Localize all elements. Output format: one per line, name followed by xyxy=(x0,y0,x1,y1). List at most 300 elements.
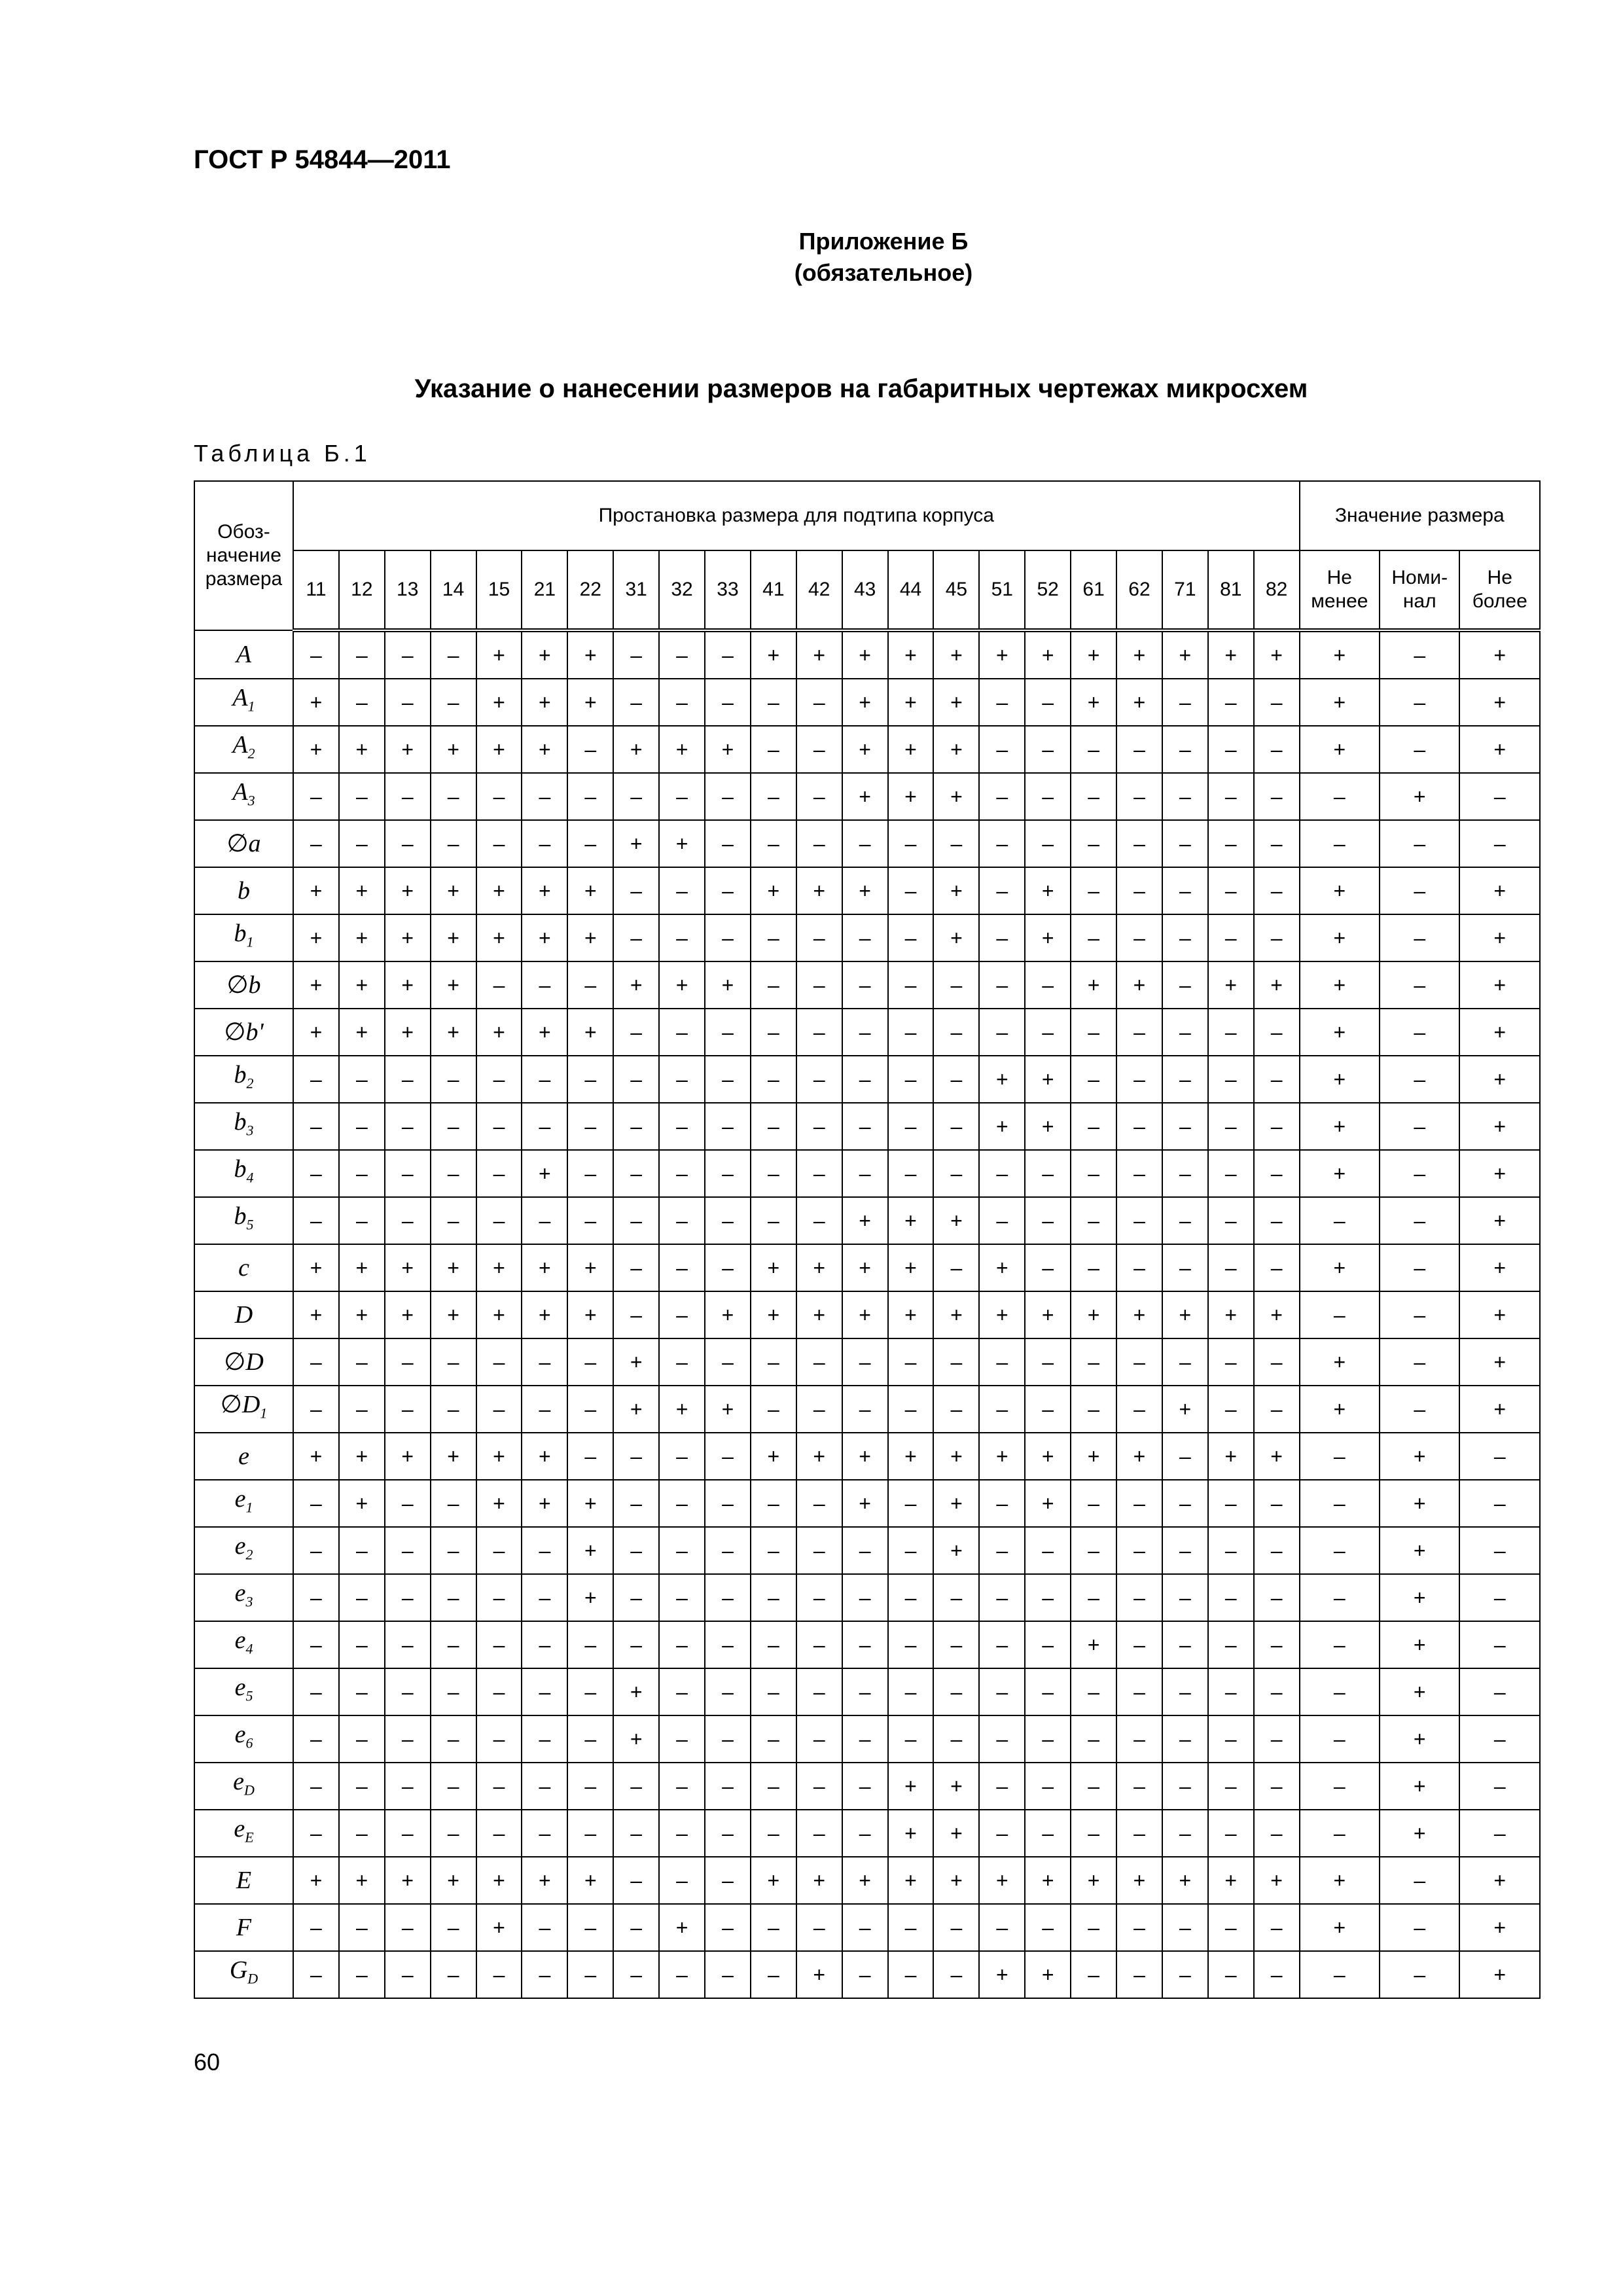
subtype-mark-cell: – xyxy=(796,1763,842,1810)
subtype-mark-cell: – xyxy=(1162,867,1208,914)
subtype-mark-cell: – xyxy=(293,1386,339,1433)
subtype-mark-cell: – xyxy=(979,1810,1025,1857)
subtype-mark-cell: – xyxy=(385,1386,431,1433)
subtype-mark-cell: + xyxy=(1162,630,1208,679)
subtype-mark-cell: – xyxy=(339,679,385,726)
value-mark-cell: + xyxy=(1300,1244,1380,1291)
subtype-mark-cell: – xyxy=(293,820,339,867)
subtype-mark-cell: – xyxy=(888,1103,934,1150)
subtype-mark-cell: + xyxy=(888,1763,934,1810)
subtype-mark-cell: – xyxy=(751,1150,796,1197)
subtype-mark-cell: + xyxy=(842,726,888,773)
value-mark-cell: + xyxy=(1459,1197,1540,1244)
subtype-mark-cell: – xyxy=(796,1621,842,1668)
value-mark-cell: – xyxy=(1380,1244,1459,1291)
subtype-mark-cell: – xyxy=(522,961,567,1009)
subtype-mark-cell: – xyxy=(659,867,705,914)
subtype-mark-cell: – xyxy=(888,1951,934,1998)
subtype-mark-cell: + xyxy=(339,1291,385,1338)
value-mark-cell: + xyxy=(1300,1338,1380,1386)
subtype-mark-cell: – xyxy=(1208,1056,1254,1103)
designation-symbol: e xyxy=(234,1721,246,1749)
subtype-mark-cell: + xyxy=(522,726,567,773)
subtype-mark-cell: + xyxy=(522,867,567,914)
subtype-mark-cell: – xyxy=(1116,1715,1162,1763)
table-row xyxy=(194,1763,1540,1810)
subtype-mark-cell: – xyxy=(613,1527,659,1574)
subtype-mark-cell: – xyxy=(979,820,1025,867)
subtype-mark-cell: – xyxy=(567,1103,613,1150)
subtype-mark-cell: – xyxy=(1116,1527,1162,1574)
value-mark-cell: – xyxy=(1380,630,1459,679)
subtype-mark-cell: – xyxy=(1208,1150,1254,1197)
subtype-mark-cell: + xyxy=(751,1433,796,1480)
subtype-mark-cell: – xyxy=(385,1668,431,1715)
subtype-mark-cell: – xyxy=(751,820,796,867)
subtype-mark-cell: – xyxy=(751,1904,796,1951)
subtype-mark-cell: – xyxy=(1208,679,1254,726)
subtype-mark-cell: + xyxy=(476,914,522,961)
dimension-designation xyxy=(194,867,293,914)
subtype-mark-cell: – xyxy=(293,1715,339,1763)
value-mark-cell: + xyxy=(1459,1103,1540,1150)
value-mark-cell: + xyxy=(1459,679,1540,726)
subtype-mark-cell: – xyxy=(888,1574,934,1621)
subtype-mark-cell: – xyxy=(385,773,431,820)
subtype-mark-cell: – xyxy=(567,1433,613,1480)
value-mark-cell: + xyxy=(1459,1904,1540,1951)
subtype-mark-cell: – xyxy=(751,1103,796,1150)
designation-symbol: A xyxy=(232,731,248,759)
subtype-mark-cell: – xyxy=(1254,773,1300,820)
subtype-mark-cell: – xyxy=(1254,726,1300,773)
value-mark-cell: – xyxy=(1300,773,1380,820)
subtype-mark-cell: – xyxy=(1162,1951,1208,1998)
value-mark-cell: + xyxy=(1300,914,1380,961)
appendix-heading xyxy=(720,226,1047,289)
subtype-mark-cell: – xyxy=(796,1150,842,1197)
subtype-mark-cell: + xyxy=(705,961,751,1009)
subtype-mark-cell: – xyxy=(613,1951,659,1998)
value-mark-cell: – xyxy=(1459,1763,1540,1810)
subtype-mark-cell: + xyxy=(293,1433,339,1480)
value-mark-cell: + xyxy=(1380,1433,1459,1480)
subtype-mark-cell: – xyxy=(933,961,979,1009)
subtype-mark-cell: + xyxy=(385,726,431,773)
subtype-mark-cell: – xyxy=(1208,1103,1254,1150)
subtype-mark-cell: – xyxy=(293,630,339,679)
value-mark-cell: – xyxy=(1300,1197,1380,1244)
value-mark-cell: – xyxy=(1380,726,1459,773)
subtype-mark-cell: – xyxy=(522,1763,567,1810)
value-mark-cell: + xyxy=(1300,1857,1380,1904)
subtype-mark-cell: – xyxy=(1116,914,1162,961)
subtype-mark-cell: – xyxy=(979,1715,1025,1763)
subtype-mark-cell: + xyxy=(1025,630,1071,679)
value-mark-cell: – xyxy=(1380,914,1459,961)
subtype-mark-cell: – xyxy=(842,820,888,867)
subtype-mark-cell: – xyxy=(1116,1103,1162,1150)
value-mark-cell: – xyxy=(1300,1810,1380,1857)
subtype-mark-cell: – xyxy=(293,1904,339,1951)
subtype-mark-cell: – xyxy=(796,1338,842,1386)
subtype-mark-cell: – xyxy=(659,1103,705,1150)
subtype-mark-cell: + xyxy=(1254,1857,1300,1904)
table-caption: Таблица Б.1 xyxy=(194,440,371,467)
designation-symbol: a xyxy=(248,830,261,857)
subtype-mark-cell: + xyxy=(431,914,476,961)
subtype-mark-cell: – xyxy=(613,1857,659,1904)
subtype-mark-cell: + xyxy=(705,726,751,773)
subtype-mark-cell: + xyxy=(567,1527,613,1574)
dimension-designation xyxy=(194,1857,293,1904)
table-row xyxy=(194,820,1540,867)
subtype-mark-cell: – xyxy=(705,679,751,726)
subtype-mark-cell: – xyxy=(1162,1338,1208,1386)
subtype-mark-cell: – xyxy=(751,1527,796,1574)
subtype-mark-cell: + xyxy=(933,914,979,961)
subtype-mark-cell: – xyxy=(293,773,339,820)
subtype-mark-cell: – xyxy=(979,1197,1025,1244)
subtype-mark-cell: – xyxy=(751,1009,796,1056)
table-row xyxy=(194,1433,1540,1480)
subtype-mark-cell: – xyxy=(613,1150,659,1197)
dimension-designation xyxy=(194,820,293,867)
subtype-mark-cell: – xyxy=(796,914,842,961)
designation-symbol: D xyxy=(245,1348,264,1376)
designation-symbol: e xyxy=(234,1579,246,1607)
dimension-designation xyxy=(194,1763,293,1810)
value-mark-cell: – xyxy=(1380,679,1459,726)
subtype-mark-cell: – xyxy=(476,961,522,1009)
table-row xyxy=(194,1574,1540,1621)
designation-subscript: 2 xyxy=(247,745,255,762)
subtype-mark-cell: – xyxy=(567,1056,613,1103)
subtype-header: 14 xyxy=(431,550,476,630)
subtype-header: 81 xyxy=(1208,550,1254,630)
subtype-mark-cell: – xyxy=(613,1763,659,1810)
subtype-mark-cell: – xyxy=(888,1715,934,1763)
subtype-header: 32 xyxy=(659,550,705,630)
subtype-mark-cell: – xyxy=(888,1527,934,1574)
subtype-mark-cell: – xyxy=(659,630,705,679)
subtype-header: 61 xyxy=(1071,550,1116,630)
subtype-mark-cell: – xyxy=(705,1197,751,1244)
subtype-mark-cell: – xyxy=(1025,961,1071,1009)
subtype-mark-cell: + xyxy=(431,1291,476,1338)
subtype-mark-cell: – xyxy=(705,1338,751,1386)
subtype-mark-cell: + xyxy=(1071,679,1116,726)
designation-header: Обоз-начение размера xyxy=(194,481,293,630)
subtype-mark-cell: – xyxy=(979,679,1025,726)
table-row xyxy=(194,1150,1540,1197)
designation-symbol: c xyxy=(238,1254,249,1282)
subtype-mark-cell: + xyxy=(613,820,659,867)
subtype-mark-cell: + xyxy=(933,1763,979,1810)
subtype-mark-cell: – xyxy=(1162,1810,1208,1857)
value-mark-cell: – xyxy=(1459,1715,1540,1763)
subtype-mark-cell: – xyxy=(842,1621,888,1668)
subtype-mark-cell: + xyxy=(796,1433,842,1480)
subtype-mark-cell: – xyxy=(476,1621,522,1668)
subtype-mark-cell: + xyxy=(796,630,842,679)
subtype-mark-cell: – xyxy=(796,961,842,1009)
subtype-mark-cell: + xyxy=(979,1291,1025,1338)
designation-subscript: 3 xyxy=(245,1593,253,1610)
designation-symbol: A xyxy=(232,684,248,712)
subtype-mark-cell: – xyxy=(933,1574,979,1621)
subtype-mark-cell: + xyxy=(339,726,385,773)
subtype-mark-cell: + xyxy=(522,914,567,961)
subtype-mark-cell: + xyxy=(476,1291,522,1338)
dimension-designation xyxy=(194,1150,293,1197)
subtype-mark-cell: – xyxy=(613,867,659,914)
subtype-mark-cell: – xyxy=(705,820,751,867)
value-mark-cell: – xyxy=(1300,1574,1380,1621)
value-mark-cell: + xyxy=(1300,961,1380,1009)
subtype-mark-cell: – xyxy=(1025,726,1071,773)
subtype-mark-cell: + xyxy=(1116,1857,1162,1904)
table-row xyxy=(194,1668,1540,1715)
subtype-mark-cell: – xyxy=(979,1480,1025,1527)
subtype-mark-cell: – xyxy=(888,1480,934,1527)
subtype-mark-cell: + xyxy=(979,630,1025,679)
subtype-mark-cell: – xyxy=(1116,867,1162,914)
subtype-mark-cell: – xyxy=(1071,1715,1116,1763)
subtype-mark-cell: – xyxy=(1116,1480,1162,1527)
subtype-mark-cell: + xyxy=(751,1291,796,1338)
subtype-mark-cell: – xyxy=(659,679,705,726)
designation-subscript: 6 xyxy=(245,1734,253,1751)
subtype-mark-cell: – xyxy=(842,1904,888,1951)
subtype-mark-cell: – xyxy=(1071,820,1116,867)
designation-subscript: 1 xyxy=(260,1405,268,1422)
subtype-mark-cell: – xyxy=(796,1009,842,1056)
subtype-mark-cell: + xyxy=(888,773,934,820)
value-mark-cell: – xyxy=(1300,820,1380,867)
subtype-mark-cell: + xyxy=(842,1244,888,1291)
value-mark-cell: + xyxy=(1459,726,1540,773)
table-row xyxy=(194,867,1540,914)
subtype-mark-cell: – xyxy=(1162,1715,1208,1763)
subtype-mark-cell: + xyxy=(1208,961,1254,1009)
subtype-mark-cell: + xyxy=(979,1244,1025,1291)
subtype-mark-cell: – xyxy=(385,1574,431,1621)
subtype-mark-cell: – xyxy=(796,1574,842,1621)
subtype-mark-cell: – xyxy=(431,1810,476,1857)
dimension-designation xyxy=(194,1291,293,1338)
designation-subscript: 3 xyxy=(247,792,255,809)
subtype-header: 33 xyxy=(705,550,751,630)
subtype-mark-cell: + xyxy=(293,1291,339,1338)
subtype-mark-cell: – xyxy=(1254,1574,1300,1621)
subtype-mark-cell: + xyxy=(339,1480,385,1527)
subtype-mark-cell: – xyxy=(796,1527,842,1574)
table-row xyxy=(194,1338,1540,1386)
designation-subscript: 1 xyxy=(247,698,255,715)
subtype-mark-cell: – xyxy=(339,820,385,867)
subtype-mark-cell: – xyxy=(933,820,979,867)
subtype-mark-cell: – xyxy=(751,1386,796,1433)
subtype-mark-cell: – xyxy=(842,1763,888,1810)
subtype-mark-cell: – xyxy=(567,773,613,820)
subtype-mark-cell: – xyxy=(659,1009,705,1056)
designation-symbol: e xyxy=(238,1443,249,1470)
subtype-mark-cell: – xyxy=(1025,1009,1071,1056)
subtype-mark-cell: – xyxy=(1208,867,1254,914)
subtype-mark-cell: – xyxy=(339,1386,385,1433)
subtype-mark-cell: – xyxy=(979,1904,1025,1951)
subtype-mark-cell: + xyxy=(1025,1433,1071,1480)
dimension-designation xyxy=(194,630,293,679)
subtype-mark-cell: + xyxy=(888,1857,934,1904)
subtype-mark-cell: – xyxy=(659,1244,705,1291)
subtype-mark-cell: + xyxy=(659,820,705,867)
subtype-mark-cell: + xyxy=(796,1291,842,1338)
subtype-mark-cell: + xyxy=(1025,1056,1071,1103)
dimension-table xyxy=(194,480,1541,1999)
subtype-mark-cell: – xyxy=(522,773,567,820)
designation-symbol: e xyxy=(234,1626,246,1655)
subtype-mark-cell: – xyxy=(796,726,842,773)
subtype-mark-cell: – xyxy=(842,914,888,961)
subtype-mark-cell: – xyxy=(933,1621,979,1668)
subtype-mark-cell: – xyxy=(522,1103,567,1150)
table-row xyxy=(194,1810,1540,1857)
dimension-designation xyxy=(194,1574,293,1621)
subtype-mark-cell: – xyxy=(705,1150,751,1197)
subtype-mark-cell: + xyxy=(522,1150,567,1197)
designation-symbol: e xyxy=(234,1815,245,1843)
subtype-mark-cell: + xyxy=(888,630,934,679)
subtype-mark-cell: – xyxy=(1116,1668,1162,1715)
subtype-mark-cell: + xyxy=(1071,630,1116,679)
subtype-mark-cell: – xyxy=(705,1103,751,1150)
subtype-mark-cell: + xyxy=(842,630,888,679)
subtype-mark-cell: – xyxy=(1254,1150,1300,1197)
table-row xyxy=(194,1103,1540,1150)
subtype-mark-cell: + xyxy=(1071,1621,1116,1668)
subtype-mark-cell: – xyxy=(1162,1009,1208,1056)
subtype-mark-cell: + xyxy=(567,1244,613,1291)
subtype-mark-cell: – xyxy=(1208,1763,1254,1810)
subtype-mark-cell: – xyxy=(796,1056,842,1103)
subtype-mark-cell: – xyxy=(1025,1810,1071,1857)
subtype-mark-cell: – xyxy=(751,1056,796,1103)
subtype-mark-cell: + xyxy=(933,773,979,820)
table-row xyxy=(194,914,1540,961)
subtype-mark-cell: – xyxy=(339,1197,385,1244)
subtype-mark-cell: + xyxy=(842,679,888,726)
value-mark-cell: – xyxy=(1300,1715,1380,1763)
designation-symbol: e xyxy=(234,1532,246,1560)
subtype-mark-cell: – xyxy=(1071,1150,1116,1197)
subtype-mark-cell: – xyxy=(751,1668,796,1715)
subtype-mark-cell: – xyxy=(979,1338,1025,1386)
subtype-header: 41 xyxy=(751,550,796,630)
value-mark-cell: – xyxy=(1459,820,1540,867)
dimension-designation xyxy=(194,1103,293,1150)
subtype-mark-cell: + xyxy=(522,1480,567,1527)
subtype-mark-cell: – xyxy=(659,1433,705,1480)
value-mark-cell: + xyxy=(1459,1009,1540,1056)
subtype-header: 52 xyxy=(1025,550,1071,630)
subtype-header: 21 xyxy=(522,550,567,630)
subtype-mark-cell: – xyxy=(1254,1810,1300,1857)
value-mark-cell: – xyxy=(1380,1197,1459,1244)
subtype-mark-cell: – xyxy=(385,1103,431,1150)
subtype-mark-cell: – xyxy=(796,1386,842,1433)
subtype-mark-cell: + xyxy=(842,773,888,820)
subtype-mark-cell: + xyxy=(1025,867,1071,914)
value-mark-cell: + xyxy=(1300,630,1380,679)
subtype-mark-cell: – xyxy=(339,773,385,820)
subtype-mark-cell: + xyxy=(1025,1857,1071,1904)
subtype-mark-cell: – xyxy=(339,1056,385,1103)
subtype-mark-cell: – xyxy=(659,773,705,820)
designation-symbol: A xyxy=(236,641,252,668)
subtype-mark-cell: + xyxy=(522,1244,567,1291)
subtype-mark-cell: – xyxy=(659,1621,705,1668)
designation-symbol: D xyxy=(241,1391,260,1419)
subtype-mark-cell: – xyxy=(933,1668,979,1715)
subtype-mark-cell: – xyxy=(385,1621,431,1668)
value-mark-cell: + xyxy=(1459,914,1540,961)
value-mark-cell: – xyxy=(1300,1621,1380,1668)
subtype-mark-cell: – xyxy=(705,1433,751,1480)
subtype-mark-cell: – xyxy=(567,1338,613,1386)
subtype-mark-cell: – xyxy=(385,1763,431,1810)
subtype-mark-cell: + xyxy=(1162,1386,1208,1433)
subtype-mark-cell: – xyxy=(1071,914,1116,961)
subtype-mark-cell: – xyxy=(1116,726,1162,773)
subtype-mark-cell: – xyxy=(476,1574,522,1621)
dimension-designation xyxy=(194,1056,293,1103)
subtype-mark-cell: – xyxy=(522,1668,567,1715)
subtype-mark-cell: + xyxy=(1116,1433,1162,1480)
subtype-mark-cell: – xyxy=(1025,1527,1071,1574)
subtype-mark-cell: + xyxy=(613,1338,659,1386)
subtype-mark-cell: – xyxy=(293,1574,339,1621)
subtype-mark-cell: + xyxy=(293,1244,339,1291)
subtype-mark-cell: – xyxy=(613,1574,659,1621)
subtype-mark-cell: – xyxy=(476,1527,522,1574)
subtype-mark-cell: – xyxy=(431,1763,476,1810)
subtype-header: 42 xyxy=(796,550,842,630)
subtype-mark-cell: – xyxy=(1208,1338,1254,1386)
subtype-mark-cell: + xyxy=(751,867,796,914)
table-row xyxy=(194,1386,1540,1433)
subtype-mark-cell: + xyxy=(933,1857,979,1904)
table-row xyxy=(194,1009,1540,1056)
subtype-mark-cell: – xyxy=(1116,1009,1162,1056)
subtype-mark-cell: – xyxy=(659,1763,705,1810)
subtype-mark-cell: + xyxy=(293,1857,339,1904)
subtype-mark-cell: + xyxy=(1116,961,1162,1009)
subtype-mark-cell: – xyxy=(888,867,934,914)
subtype-mark-cell: + xyxy=(385,1291,431,1338)
subtype-mark-cell: + xyxy=(1071,1291,1116,1338)
table-row xyxy=(194,1857,1540,1904)
value-mark-cell: – xyxy=(1300,1433,1380,1480)
designation-subscript: 4 xyxy=(245,1640,253,1657)
subtype-mark-cell: + xyxy=(1025,914,1071,961)
subtype-mark-cell: – xyxy=(1254,1621,1300,1668)
subtype-mark-cell: + xyxy=(888,1197,934,1244)
subtype-mark-cell: – xyxy=(476,1197,522,1244)
subtype-mark-cell: + xyxy=(1162,1291,1208,1338)
subtype-mark-cell: – xyxy=(659,1338,705,1386)
